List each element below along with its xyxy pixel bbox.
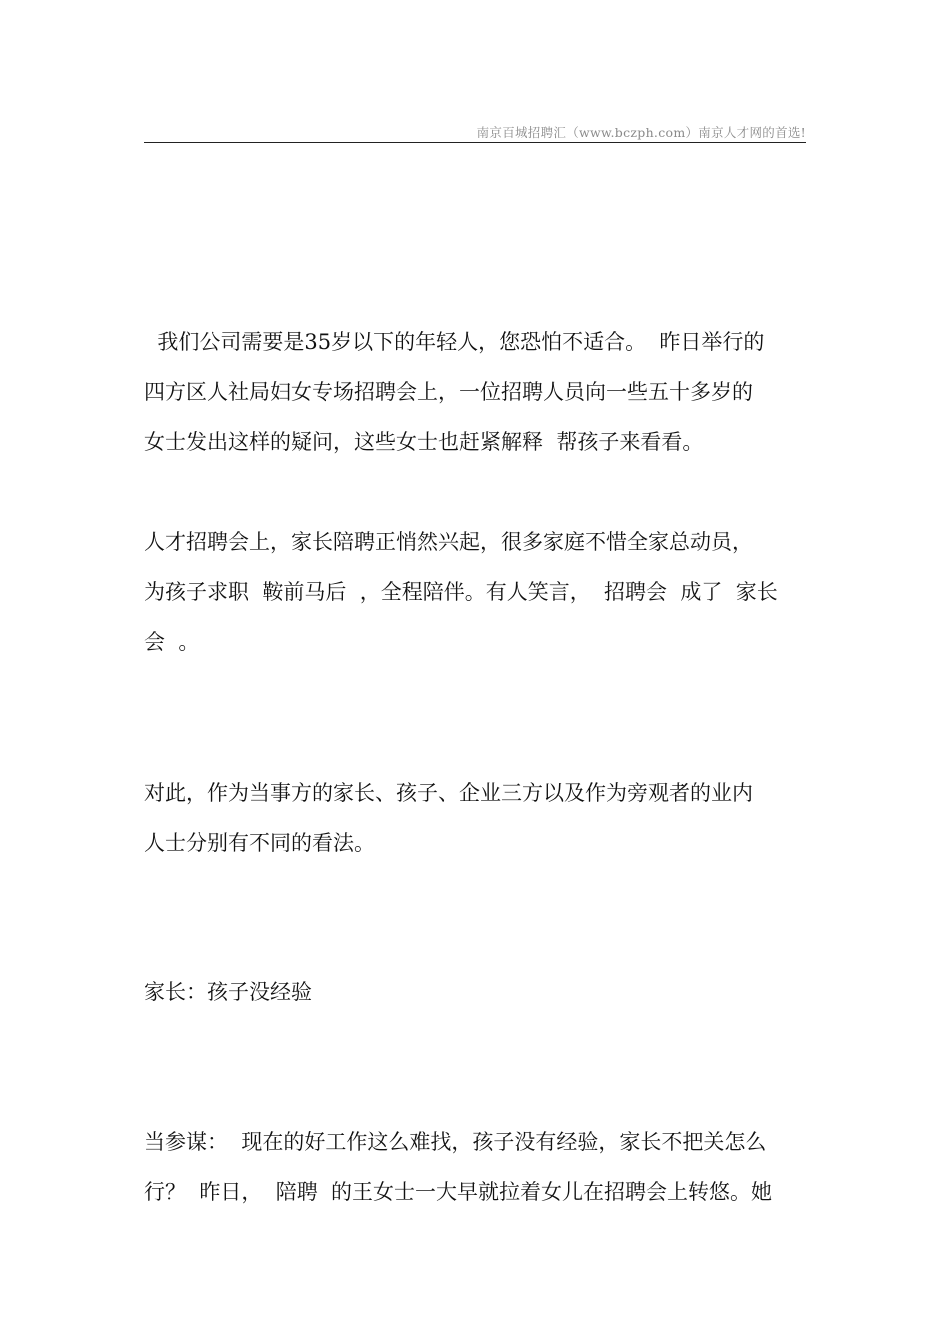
text-line: 我们公司需要是35岁以下的年轻人，您恐怕不适合。 昨日举行的 <box>144 330 765 354</box>
header-text: 南京百城招聘汇（www.bczph.com）南京人才网的首选! <box>476 125 806 140</box>
text-line: 四方区人社局妇女专场招聘会上，一位招聘人员向一些五十多岁的 <box>144 380 753 404</box>
text-line: 当参谋： 现在的好工作这么难找，孩子没有经验，家长不把关怎么 <box>144 1130 767 1154</box>
text-line: 人才招聘会上，家长陪聘正悄然兴起，很多家庭不惜全家总动员， <box>144 530 753 554</box>
paragraph-advisor <box>144 1117 808 1217</box>
text-line: 人士分别有不同的看法。 <box>144 831 375 855</box>
text-line: 行？ 昨日， 陪聘 的王女士一大早就拉着女儿在招聘会上转悠。她 <box>144 1180 773 1204</box>
text-line: 会 。 <box>144 630 200 654</box>
paragraph-views <box>144 768 808 868</box>
section-heading <box>144 967 808 1017</box>
text-line: 女士发出这样的疑问，这些女士也赶紧解释 帮孩子来看看。 <box>144 430 704 454</box>
page-header <box>144 122 806 143</box>
paragraph-intro <box>144 317 808 467</box>
paragraph-parents-accompany <box>144 517 808 667</box>
text-line: 家长：孩子没经验 <box>144 980 312 1004</box>
text-line: 为孩子求职 鞍前马后 ，全程陪伴。有人笑言， 招聘会 成了 家长 <box>144 580 778 604</box>
text-line: 对此，作为当事方的家长、孩子、企业三方以及作为旁观者的业内 <box>144 781 753 805</box>
